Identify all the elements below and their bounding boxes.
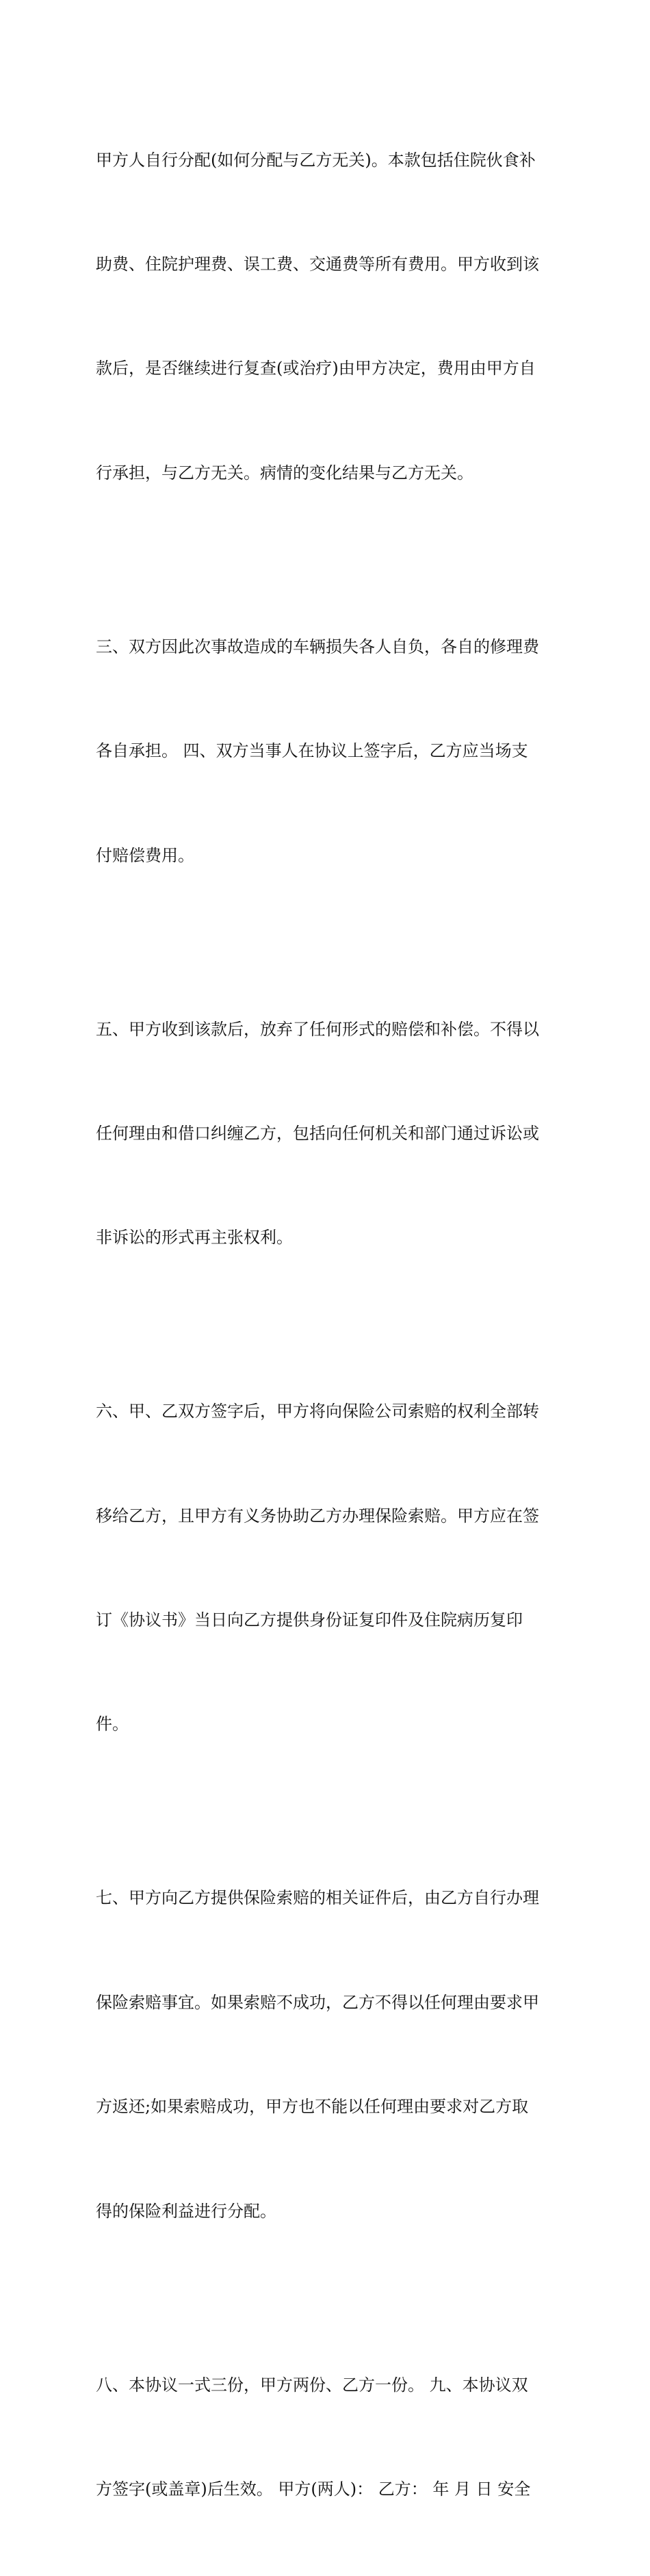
text-line: 件。 <box>96 1714 129 1734</box>
text-line: 三、双方因此次事故造成的车辆损失各人自负，各自的修理费 <box>96 636 539 656</box>
paragraph-clause-7 <box>96 1812 561 2298</box>
text-line: 付赔偿费用。 <box>96 845 194 865</box>
text-line: 任何理由和借口纠缠乙方，包括向任何机关和部门通过诉讼或 <box>96 1123 539 1143</box>
text-line: 移给乙方，且甲方有义务协助乙方办理保险索赔。甲方应在签 <box>96 1506 539 1525</box>
document-body <box>96 73 561 2576</box>
paragraph-clause-5 <box>96 942 561 1325</box>
text-line: 行承担，与乙方无关。病情的变化结果与乙方无关。 <box>96 463 473 482</box>
text-line: 保险索赔事宜。如果索赔不成功，乙方不得以任何理由要求甲 <box>96 1992 539 2012</box>
paragraph-clause-3-4 <box>96 560 561 942</box>
text-line: 非诉讼的形式再主张权利。 <box>96 1228 293 1248</box>
text-line: 方签字(或盖章)后生效。 甲方(两人)： 乙方： 年 月 日 安全 <box>96 2479 531 2499</box>
paragraph-clause-8-9-signatures <box>96 2298 561 2576</box>
paragraph-compensation-allocation <box>96 73 561 560</box>
text-line: 款后，是否继续进行复查(或治疗)由甲方决定，费用由甲方自 <box>96 359 536 378</box>
text-line: 六、甲、乙双方签字后，甲方将向保险公司索赔的权利全部转 <box>96 1402 539 1421</box>
text-line: 八、本协议一式三份，甲方两份、乙方一份。 九、本协议双 <box>96 2375 528 2395</box>
paragraph-clause-6 <box>96 1325 561 1812</box>
text-line: 得的保险利益进行分配。 <box>96 2201 276 2221</box>
text-line: 助费、住院护理费、误工费、交通费等所有费用。甲方收到该 <box>96 254 539 274</box>
text-line: 各自承担。 四、双方当事人在协议上签字后，乙方应当场支 <box>96 741 528 761</box>
text-line: 订《协议书》当日向乙方提供身份证复印件及住院病历复印 <box>96 1610 523 1630</box>
text-line: 方返还;如果索赔成功，甲方也不能以任何理由要求对乙方取 <box>96 2097 529 2117</box>
text-line: 七、甲方向乙方提供保险索赔的相关证件后，由乙方自行办理 <box>96 1888 539 1908</box>
text-line: 五、甲方收到该款后，放弃了任何形式的赔偿和补偿。不得以 <box>96 1019 539 1039</box>
text-line: 甲方人自行分配(如何分配与乙方无关)。本款包括住院伙食补 <box>96 150 536 170</box>
